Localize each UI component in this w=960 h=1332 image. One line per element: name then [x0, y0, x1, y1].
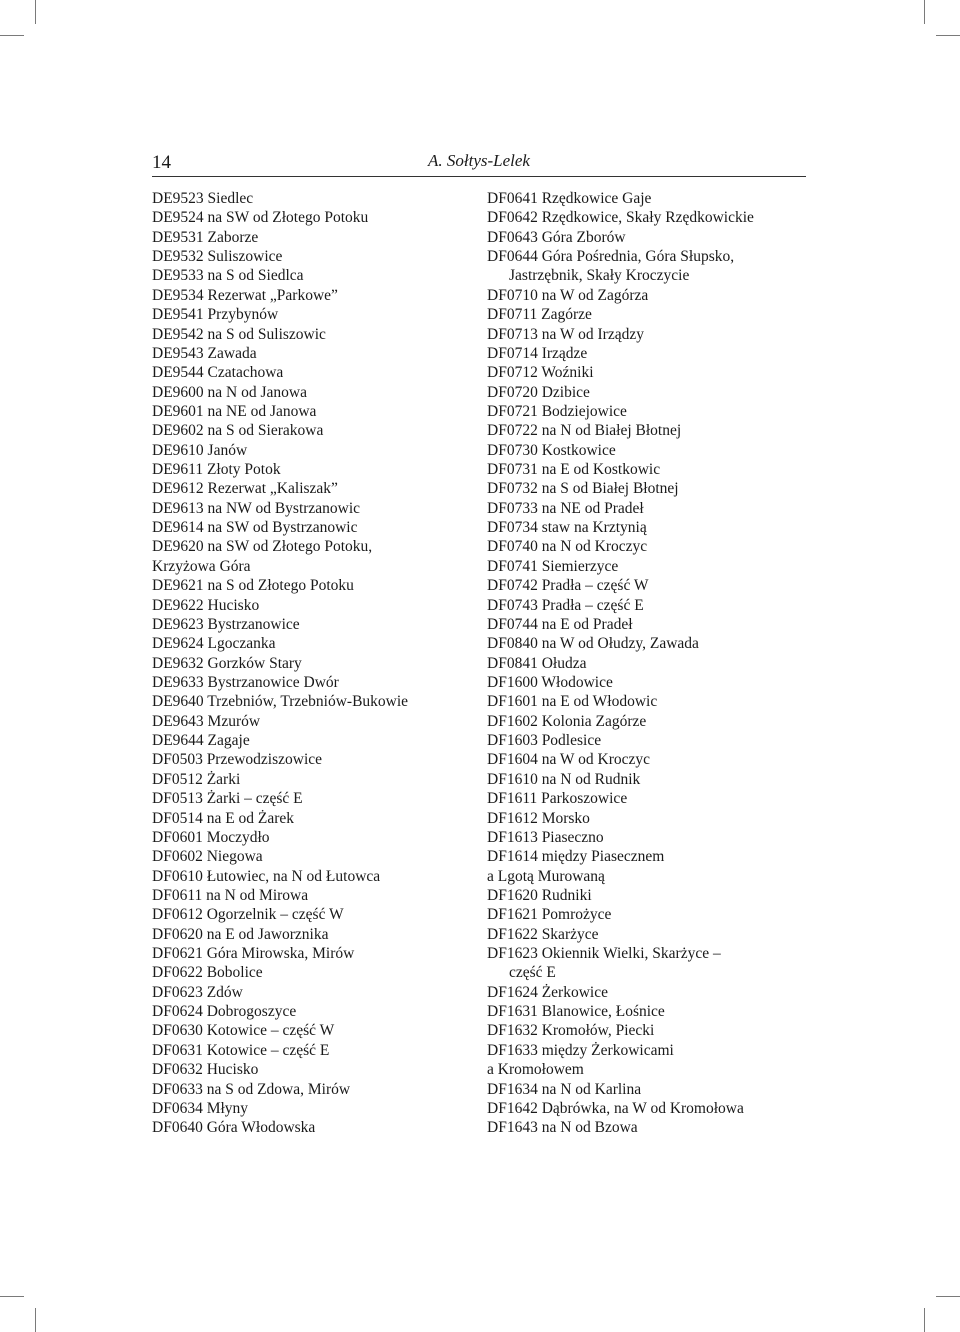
list-item: DF0641 Rzędkowice Gaje: [487, 190, 652, 207]
crop-mark: [0, 35, 24, 36]
list-item: DE9534 Rezerwat „Parkowe”: [152, 286, 338, 304]
page-number: 14: [152, 152, 171, 173]
list-item: DF1603 Podlesice: [487, 732, 602, 750]
list-item: DF0731 na E od Kostkowic: [487, 461, 661, 479]
list-item: DF1623 Okiennik Wielki, Skarżyce –: [487, 945, 721, 963]
crop-mark: [936, 1296, 960, 1297]
list-item: DF0642 Rzędkowice, Skały Rzędkowickie: [487, 209, 754, 227]
list-item: DF1642 Dąbrówka, na W od Kromołowa: [487, 1099, 744, 1117]
list-item: DF0713 na W od Irządzy: [487, 325, 644, 343]
list-item: DE9524 na SW od Złotego Potoku: [152, 209, 369, 227]
crop-mark: [35, 1308, 36, 1332]
crop-mark: [0, 1296, 24, 1297]
list-item: DF0514 na E od Żarek: [152, 809, 295, 827]
list-item: DF0734 staw na Krztynią: [487, 519, 647, 537]
page-header: [152, 150, 806, 177]
list-item: DF0730 Kostkowice: [487, 441, 616, 459]
crop-mark: [924, 0, 925, 24]
list-item: DF1632 Kromołów, Piecki: [487, 1022, 655, 1040]
list-item: DE9541 Przybynów: [152, 306, 279, 324]
list-item: DF1601 na E od Włodowic: [487, 693, 658, 711]
list-item: Jastrzębnik, Skały Kroczycie: [509, 267, 690, 285]
list-item: DF0610 Łutowiec, na N od Łutowca: [152, 867, 381, 885]
list-item: DF0630 Kotowice – część W: [152, 1022, 335, 1040]
list-item: DE9544 Czatachowa: [152, 364, 284, 382]
list-item: DF1610 na N od Rudnik: [487, 770, 641, 788]
list-item: DE9613 na NW od Bystrzanowic: [152, 499, 361, 517]
list-item: DE9632 Gorzków Stary: [152, 654, 302, 672]
list-item: a Kromołowem: [487, 1061, 584, 1079]
list-item: DF0622 Bobolice: [152, 964, 263, 982]
list-item: DF0710 na W od Zagórza: [487, 286, 649, 304]
list-item: DF0740 na N od Kroczyc: [487, 538, 648, 556]
right-column: [487, 189, 807, 1138]
list-item: DF1633 między Żerkowicami: [487, 1041, 674, 1059]
list-item: DF0612 Ogorzelnik – część W: [152, 906, 344, 924]
list-item: DF0601 Moczydło: [152, 828, 270, 846]
list-item: DF0741 Siemierzyce: [487, 557, 619, 575]
list-item: DE9620 na SW od Złotego Potoku,: [152, 538, 373, 556]
list-item: DF1611 Parkoszowice: [487, 790, 628, 808]
list-item: DE9532 Suliszowice: [152, 248, 283, 266]
list-item: DF0611 na N od Mirowa: [152, 886, 309, 904]
list-item: DF0744 na E od Pradeł: [487, 615, 633, 633]
list-item: DF0633 na S od Zdowa, Mirów: [152, 1080, 351, 1098]
list-item: DE9624 Lgoczanka: [152, 635, 276, 653]
list-item: DE9602 na S od Sierakowa: [152, 422, 324, 440]
list-item: DE9640 Trzebniów, Trzebniów-Bukowie: [152, 693, 409, 711]
list-item: DF0743 Pradła – część E: [487, 596, 644, 614]
list-item: DF0644 Góra Pośrednia, Góra Słupsko,: [487, 248, 735, 266]
list-item: DF1622 Skarżyce: [487, 925, 599, 943]
crop-mark: [936, 35, 960, 36]
list-item: DF1614 między Piasecznem: [487, 848, 665, 866]
list-item: DF1620 Rudniki: [487, 886, 592, 904]
list-item: DF1613 Piaseczno: [487, 828, 604, 846]
crop-mark: [35, 0, 36, 24]
list-item: DE9543 Zawada: [152, 344, 257, 362]
list-item: DF0733 na NE od Pradeł: [487, 499, 644, 517]
list-item: DE9612 Rezerwat „Kaliszak”: [152, 480, 338, 498]
crop-mark: [924, 1308, 925, 1332]
list-item: DF0712 Woźniki: [487, 364, 594, 382]
list-item: DE9621 na S od Złotego Potoku: [152, 577, 354, 595]
list-item: DF1621 Pomrożyce: [487, 906, 612, 924]
list-item: DE9610 Janów: [152, 441, 248, 459]
list-item: DF1631 Blanowice, Łośnice: [487, 1003, 665, 1021]
list-item: DF0711 Zagórze: [487, 306, 592, 324]
list-item: DF1602 Kolonia Zagórze: [487, 712, 647, 730]
list-item: DF0503 Przewodziszowice: [152, 751, 323, 769]
list-item: DF0512 Żarki: [152, 770, 241, 788]
list-item: DF0624 Dobrogoszyce: [152, 1003, 297, 1021]
list-item: DF0621 Góra Mirowska, Mirów: [152, 945, 355, 963]
list-item: DF1624 Żerkowice: [487, 983, 608, 1001]
running-head: A. Sołtys-Lelek: [428, 151, 530, 170]
list-item: DF0722 na N od Białej Błotnej: [487, 422, 682, 440]
list-item: DF0841 Ołudza: [487, 654, 587, 672]
list-item: DE9614 na SW od Bystrzanowic: [152, 519, 358, 537]
list-item: DF1612 Morsko: [487, 809, 590, 827]
list-item: a Lgotą Murowaną: [487, 867, 605, 885]
list-item: DF0643 Góra Zborów: [487, 228, 626, 246]
list-item: DE9644 Zagaje: [152, 732, 250, 750]
list-item: DE9523 Siedlec: [152, 190, 254, 207]
list-item: DF0634 Młyny: [152, 1099, 249, 1117]
list-item: DF0602 Niegowa: [152, 848, 263, 866]
list-item: DE9601 na NE od Janowa: [152, 402, 317, 420]
list-item: DE9611 Złoty Potok: [152, 461, 281, 479]
list-item: DF0732 na S od Białej Błotnej: [487, 480, 679, 498]
list-item: DF0632 Hucisko: [152, 1061, 259, 1079]
list-item: część E: [509, 964, 556, 982]
list-item: DF1600 Włodowice: [487, 673, 613, 691]
list-item: Krzyżowa Góra: [152, 557, 251, 575]
list-item: DE9600 na N od Janowa: [152, 383, 307, 401]
list-item: DF0714 Irządze: [487, 344, 588, 362]
list-item: DE9643 Mzurów: [152, 712, 261, 730]
list-item: DF1604 na W od Kroczyc: [487, 751, 651, 769]
list-item: DE9622 Hucisko: [152, 596, 260, 614]
list-item: DF0631 Kotowice – część E: [152, 1041, 330, 1059]
list-item: DF0742 Pradła – część W: [487, 577, 649, 595]
list-item: DF0720 Dzibice: [487, 383, 590, 401]
list-item: DE9623 Bystrzanowice: [152, 615, 300, 633]
list-item: DF1643 na N od Bzowa: [487, 1119, 638, 1137]
list-item: DE9533 na S od Siedlca: [152, 267, 304, 285]
left-column: [152, 189, 462, 1138]
list-item: DE9531 Zaborze: [152, 228, 259, 246]
list-item: DF0513 Żarki – część E: [152, 790, 303, 808]
list-item: DE9542 na S od Suliszowic: [152, 325, 326, 343]
list-item: DF1634 na N od Karlina: [487, 1080, 642, 1098]
list-item: DF0623 Zdów: [152, 983, 243, 1001]
list-item: DF0721 Bodziejowice: [487, 402, 627, 420]
list-item: DF0620 na E od Jaworznika: [152, 925, 329, 943]
list-item: DE9633 Bystrzanowice Dwór: [152, 673, 339, 691]
list-item: DF0640 Góra Włodowska: [152, 1119, 316, 1137]
list-item: DF0840 na W od Ołudzy, Zawada: [487, 635, 699, 653]
